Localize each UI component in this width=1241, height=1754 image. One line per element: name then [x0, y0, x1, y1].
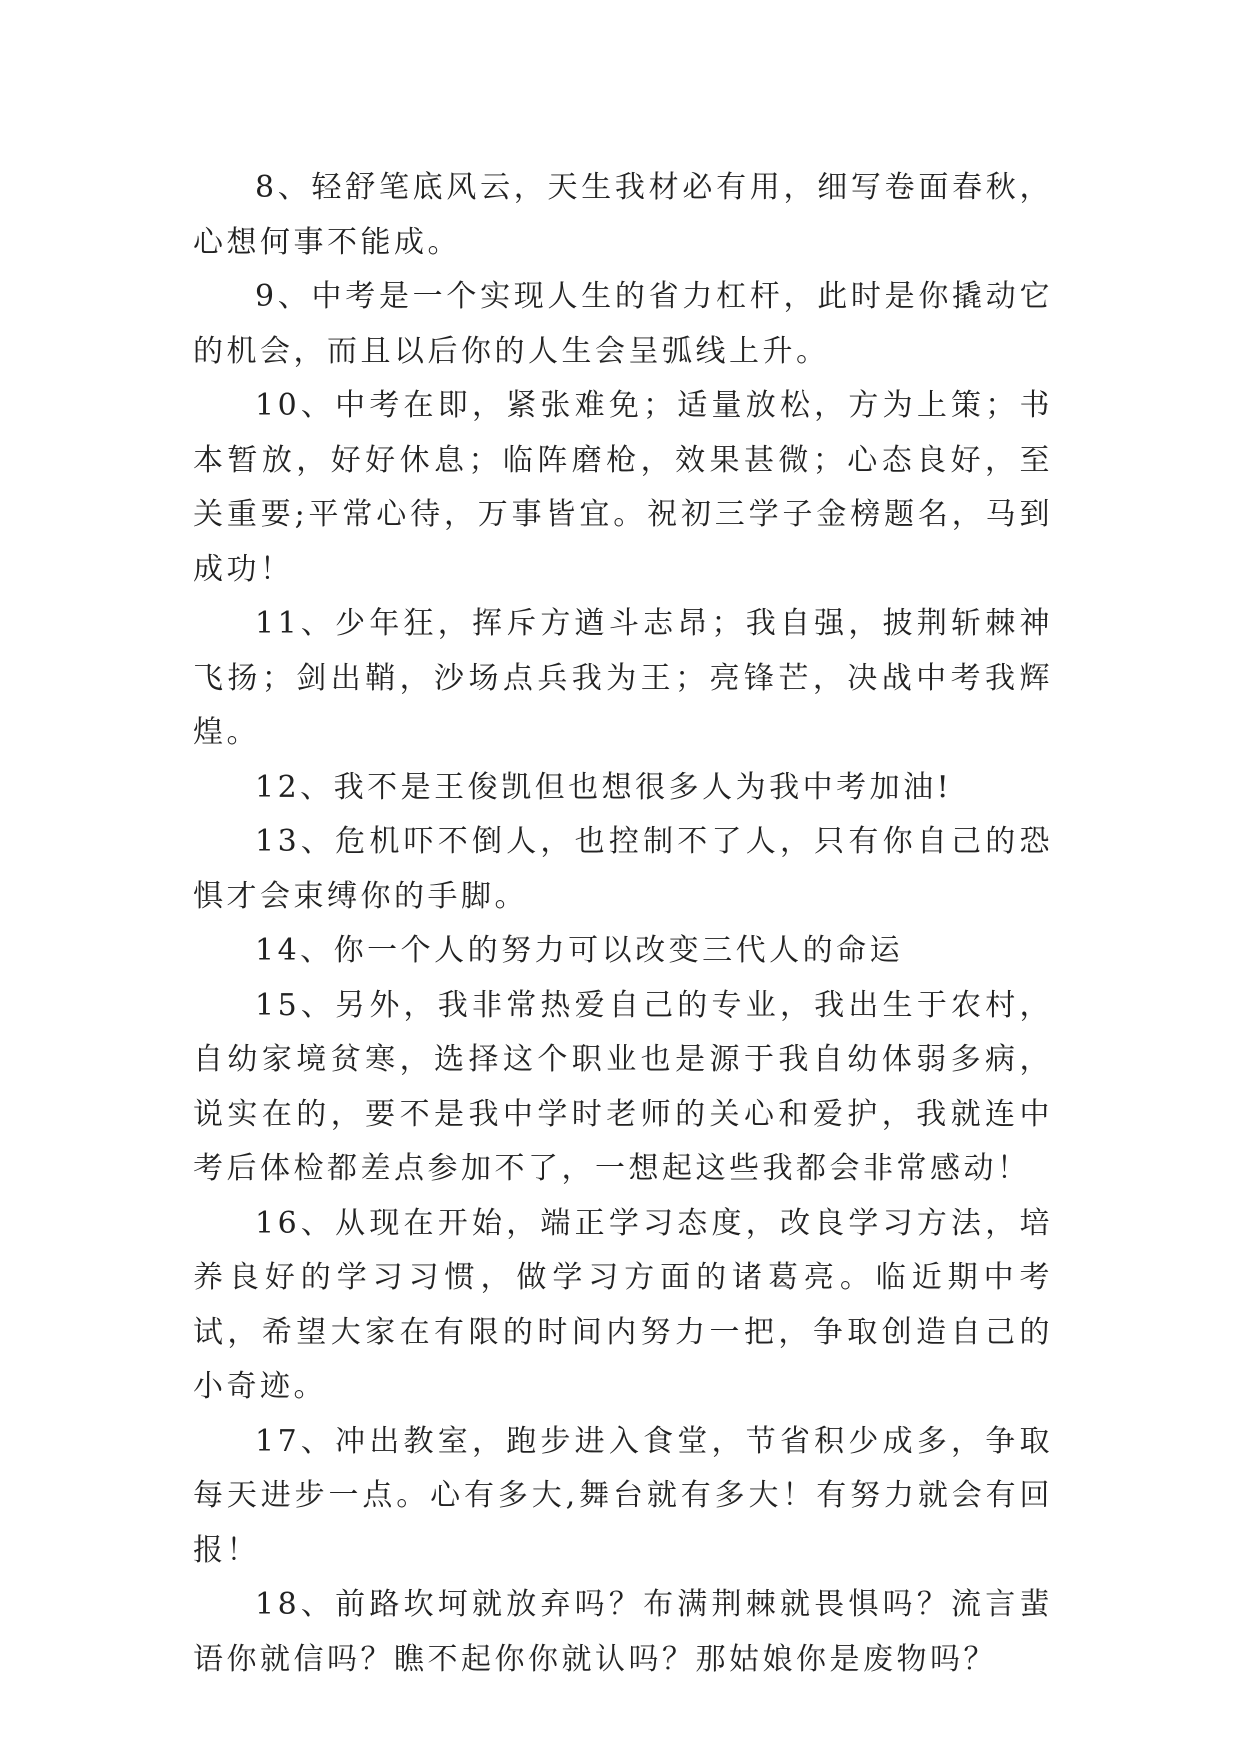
paragraph-18: 18、前路坎坷就放弃吗？布满荆棘就畏惧吗？流言蜚语你就信吗？瞧不起你你就认吗？那姑娘你是废物吗？ [193, 1587, 1053, 1677]
paragraph-8: 8、轻舒笔底风云，天生我材必有用，细写卷面春秋，心想何事不能成。 [193, 170, 1053, 260]
document-body [193, 161, 1053, 1687]
paragraph-14: 14、你一个人的努力可以改变三代人的命运 [255, 933, 904, 968]
paragraph-10: 10、中考在即，紧张难免；适量放松，方为上策；书本暂放，好好休息；临阵磨枪，效果甚微；心态良好，至关重要;平常心待，万事皆宜。祝初三学子金榜题名，马到成功！ [193, 388, 1053, 587]
paragraph-16: 16、从现在开始，端正学习态度，改良学习方法，培养良好的学习习惯，做学习方面的诸葛亮。临近期中考试，希望大家在有限的时间内努力一把，争取创造自己的小奇迹。 [193, 1205, 1053, 1404]
paragraph-17: 17、冲出教室，跑步进入食堂，节省积少成多，争取每天进步一点。心有多大,舞台就有多大！有努力就会有回报！ [193, 1423, 1053, 1568]
paragraph-12: 12、我不是王俊凯但也想很多人为我中考加油! [255, 769, 953, 805]
paragraph-9: 9、中考是一个实现人生的省力杠杆，此时是你撬动它的机会，而且以后你的人生会呈弧线上升。 [193, 279, 1053, 369]
paragraph-13: 13、危机吓不倒人，也控制不了人，只有你自己的恐惧才会束缚你的手脚。 [193, 824, 1053, 914]
paragraph-11: 11、少年狂，挥斥方遒斗志昂；我自强，披荆斩棘神飞扬；剑出鞘，沙场点兵我为王；亮锋芒，决战中考我辉煌。 [193, 606, 1053, 750]
paragraph-15: 15、另外，我非常热爱自己的专业，我出生于农村，自幼家境贫寒，选择这个职业也是源于我自幼体弱多病，说实在的，要不是我中学时老师的关心和爱护，我就连中考后体检都差点参加不了，一想起这些我都会非常感动！ [193, 987, 1053, 1186]
